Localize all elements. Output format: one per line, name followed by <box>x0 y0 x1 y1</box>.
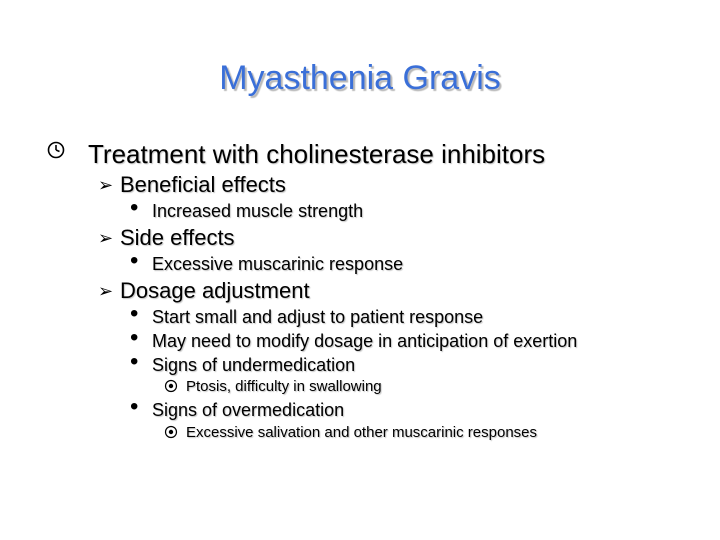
dot-bullet-icon: • <box>130 300 139 327</box>
target-bullet-icon <box>164 379 178 393</box>
section-heading-text: Dosage adjustment <box>120 278 310 303</box>
arrowhead-bullet-icon: ➢ <box>98 175 114 196</box>
sub-list-item-text: Excessive salivation and other muscarinic responses <box>186 424 537 441</box>
dot-bullet-icon: • <box>130 247 139 274</box>
dot-bullet-icon: • <box>130 324 139 351</box>
arrowhead-bullet-icon: ➢ <box>98 281 114 302</box>
list-item-text: Signs of overmedication <box>152 400 345 420</box>
list-item-text: Increased muscle strength <box>152 201 364 221</box>
section-heading-text: Beneficial effects <box>120 172 286 197</box>
sub-list-item-text: Ptosis, difficulty in swallowing <box>186 378 382 395</box>
clock-bullet-icon <box>46 140 66 160</box>
list-item-text: Start small and adjust to patient response <box>152 307 484 327</box>
list-item-text: Signs of undermedication <box>152 355 356 375</box>
list-item-text: Excessive muscarinic response <box>152 254 404 274</box>
target-bullet-icon <box>164 425 178 439</box>
slide-title: Myasthenia Gravis <box>219 59 501 97</box>
dot-bullet-icon: • <box>130 393 139 420</box>
arrowhead-bullet-icon: ➢ <box>98 228 114 249</box>
dot-bullet-icon: • <box>130 194 139 221</box>
section-heading-text: Side effects <box>120 225 235 250</box>
main-bullet-text: Treatment with cholinesterase inhibitors <box>88 139 546 169</box>
dot-bullet-icon: • <box>130 348 139 375</box>
list-item-text: May need to modify dosage in anticipation of exertion <box>152 331 578 351</box>
